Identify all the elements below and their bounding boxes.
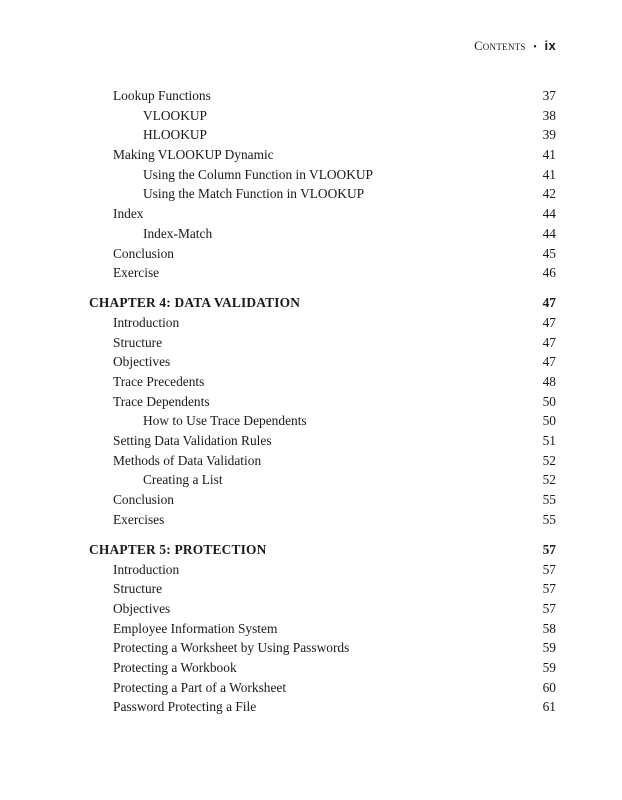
- toc-entry-title: Employee Information System: [113, 620, 278, 636]
- toc-entry[interactable]: [89, 106, 556, 126]
- toc-entry-title: Using the Column Function in VLOOKUP: [143, 166, 374, 182]
- chapter-title: CHAPTER 5: PROTECTION: [89, 541, 267, 557]
- toc-entry-page: 46: [542, 265, 556, 281]
- toc-entry-title: Trace Dependents: [113, 393, 210, 409]
- toc-entry-page: 47: [542, 354, 556, 370]
- chapter-title: CHAPTER 4: DATA VALIDATION: [89, 295, 301, 311]
- toc-entry-page: 45: [542, 245, 556, 261]
- toc-entry-title: Methods of Data Validation: [113, 452, 262, 468]
- toc-entry-page: 51: [542, 433, 556, 449]
- toc-entry-title: Making VLOOKUP Dynamic: [113, 147, 274, 163]
- toc-entry-page: 57: [542, 600, 556, 616]
- toc-entry-title: Setting Data Validation Rules: [113, 433, 272, 449]
- toc-entry-page: 57: [542, 581, 556, 597]
- toc-entry-page: 50: [542, 413, 556, 429]
- chapter-heading-5[interactable]: [89, 540, 556, 560]
- toc-entry[interactable]: [89, 697, 556, 717]
- toc-entry[interactable]: [89, 510, 556, 530]
- toc-entry[interactable]: [89, 470, 556, 490]
- running-head-label: Contents: [474, 39, 526, 53]
- toc-entry-page: 44: [542, 206, 556, 222]
- toc-entry-page: 39: [542, 127, 556, 143]
- page-number: ix: [544, 38, 556, 53]
- chapter-heading-4[interactable]: [89, 293, 556, 313]
- toc-entry[interactable]: [89, 263, 556, 283]
- toc-entry[interactable]: [89, 352, 556, 372]
- toc-entry-title: Protecting a Workbook: [113, 660, 237, 676]
- toc-entry-page: 50: [542, 393, 556, 409]
- toc-entry[interactable]: [89, 165, 556, 185]
- toc-entry[interactable]: [89, 619, 556, 639]
- toc-entry[interactable]: [89, 204, 556, 224]
- toc-entry-page: 55: [542, 492, 556, 508]
- toc-entry-title: Protecting a Worksheet by Using Passwords: [113, 640, 350, 656]
- chapter-page: 47: [542, 295, 556, 311]
- toc-entry-page: 52: [542, 452, 556, 468]
- running-head-separator: •: [533, 42, 538, 53]
- toc-entry-title: Protecting a Part of a Worksheet: [113, 679, 287, 695]
- toc-entry-title: Objectives: [113, 354, 171, 370]
- toc-entry[interactable]: [89, 490, 556, 510]
- toc-entry-page: 59: [542, 660, 556, 676]
- toc-entry-page: 41: [542, 166, 556, 182]
- toc-entry-title: Introduction: [113, 561, 180, 577]
- toc-entry-title: Index: [113, 206, 144, 222]
- toc-entry[interactable]: [89, 224, 556, 244]
- toc-entry-title: Index-Match: [143, 225, 213, 241]
- table-of-contents: [89, 86, 556, 717]
- toc-entry-page: 60: [542, 679, 556, 695]
- toc-entry-title: HLOOKUP: [143, 127, 207, 143]
- toc-entry-title: Creating a List: [143, 472, 223, 488]
- toc-entry-title: Objectives: [113, 600, 171, 616]
- toc-entry[interactable]: [89, 579, 556, 599]
- toc-entry-title: Exercises: [113, 511, 165, 527]
- chapter-page: 57: [542, 541, 556, 557]
- toc-entry[interactable]: [89, 125, 556, 145]
- toc-entry-page: 59: [542, 640, 556, 656]
- toc-entry[interactable]: [89, 638, 556, 658]
- toc-entry-title: Using the Match Function in VLOOKUP: [143, 186, 365, 202]
- toc-entry-page: 41: [542, 147, 556, 163]
- toc-entry[interactable]: [89, 560, 556, 580]
- toc-entry-title: How to Use Trace Dependents: [143, 413, 307, 429]
- toc-entry-title: Conclusion: [113, 492, 175, 508]
- toc-entry-page: 48: [542, 374, 556, 390]
- toc-entry[interactable]: [89, 86, 556, 106]
- toc-entry[interactable]: [89, 313, 556, 333]
- toc-entry[interactable]: [89, 451, 556, 471]
- toc-entry-page: 37: [542, 88, 556, 103]
- toc-entry-title: VLOOKUP: [143, 107, 207, 123]
- toc-entry[interactable]: [89, 392, 556, 412]
- toc-entry-page: 47: [542, 334, 556, 350]
- running-head: [474, 38, 556, 54]
- toc-entry-title: Structure: [113, 581, 163, 597]
- toc-entry-title: Conclusion: [113, 245, 175, 261]
- toc-entry-page: 44: [542, 225, 556, 241]
- toc-entry[interactable]: [89, 431, 556, 451]
- toc-entry-page: 61: [542, 699, 556, 715]
- toc-entry-title: Trace Precedents: [113, 374, 205, 390]
- toc-entry[interactable]: [89, 145, 556, 165]
- toc-entry[interactable]: [89, 678, 556, 698]
- toc-entry[interactable]: [89, 658, 556, 678]
- toc-entry-page: 52: [542, 472, 556, 488]
- toc-entry-title: Password Protecting a File: [113, 699, 257, 715]
- toc-entry-title: Structure: [113, 334, 163, 350]
- toc-entry[interactable]: [89, 372, 556, 392]
- toc-entry[interactable]: [89, 411, 556, 431]
- toc-entry-title: Exercise: [113, 265, 160, 281]
- toc-entry[interactable]: [89, 184, 556, 204]
- toc-entry-title: Lookup Functions: [113, 88, 211, 103]
- toc-entry[interactable]: [89, 244, 556, 264]
- toc-entry-title: Introduction: [113, 314, 180, 330]
- toc-entry-page: 55: [542, 511, 556, 527]
- toc-entry-page: 38: [542, 107, 556, 123]
- toc-entry[interactable]: [89, 333, 556, 353]
- toc-entry-page: 57: [542, 561, 556, 577]
- toc-entry-page: 47: [542, 314, 556, 330]
- toc-entry-page: 58: [542, 620, 556, 636]
- toc-entry[interactable]: [89, 599, 556, 619]
- toc-entry-page: 42: [542, 186, 556, 202]
